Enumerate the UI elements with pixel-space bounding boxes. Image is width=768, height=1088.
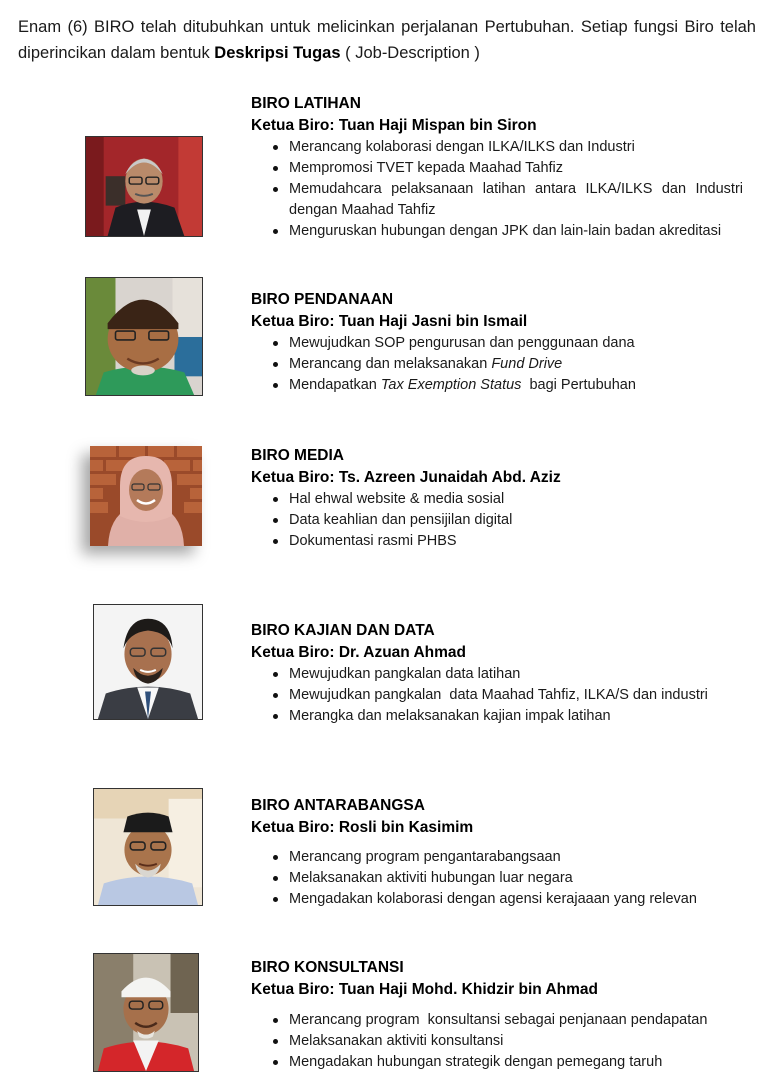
portrait-photo-icon [90,446,202,546]
portrait-photo-icon [85,136,203,237]
duty-item: Mewujudkan pangkalan data latihan [251,664,743,685]
duty-italic-text: Fund Drive [491,356,563,372]
ketua-biro: Ketua Biro: Ts. Azreen Junaidah Abd. Aziz [251,469,561,486]
duty-text: Mewujudkan SOP pengurusan dan penggunaan dana [289,335,635,351]
biro-latihan-content [251,94,743,242]
duty-list [251,333,743,396]
ketua-biro: Ketua Biro: Rosli bin Kasimim [251,819,474,836]
duty-item: Merancang program pengantarabangsaan [251,847,743,868]
duty-item: Mempromosi TVET kepada Maahad Tahfiz [251,158,743,179]
duty-list [251,137,743,242]
duty-item [251,354,743,375]
duty-text: Mendapatkan [289,377,381,393]
duty-item: Mengadakan kolaborasi dengan agensi kerajaaan yang relevan [251,889,743,910]
portrait-photo-icon [93,788,203,906]
duty-item [251,333,743,354]
duty-item: Mengadakan hubungan strategik dengan pemegang taruh [251,1052,743,1073]
duty-item: Melaksanakan aktiviti konsultansi [251,1031,743,1052]
duty-item: Memudahcara pelaksanaan latihan antara ILKA/ILKS dan Industri dengan Maahad Tahfiz [251,179,743,221]
biro-title: BIRO KAJIAN DAN DATA [251,622,435,639]
biro-title: BIRO LATIHAN [251,95,361,112]
portrait-photo-icon [85,277,203,396]
duty-text: Merancang dan melaksanakan [289,356,492,372]
duty-italic-text: Tax Exemption Status [380,377,522,393]
duty-item: Menguruskan hubungan dengan JPK dan lain-lain badan akreditasi [251,221,743,242]
duty-list [251,664,743,727]
duty-item: Merangka dan melaksanakan kajian impak latihan [251,706,743,727]
biro-media-content [251,446,743,552]
duty-item: Merancang program konsultansi sebagai penjanaan pendapatan [251,1010,743,1031]
duty-list [251,1010,743,1073]
duty-item: Hal ehwal website & media sosial [251,489,743,510]
duty-item: Dokumentasi rasmi PHBS [251,531,743,552]
duty-item: Mewujudkan pangkalan data Maahad Tahfiz, ILKA/S dan industri [251,685,743,706]
intro-text: Enam (6) BIRO telah ditubuhkan untuk melicinkan perjalanan Pertubuhan. Setiap fungsi Biro telah diperincikan dalam bentuk [18,18,756,62]
biro-title: BIRO KONSULTANSI [251,959,404,976]
intro-paragraph [18,14,756,66]
intro-bold-text: Deskripsi Tugas [214,44,341,62]
portrait-photo-icon [93,953,199,1072]
biro-title: BIRO ANTARABANGSA [251,797,425,814]
ketua-biro: Ketua Biro: Tuan Haji Jasni bin Ismail [251,313,528,330]
duty-item: Melaksanakan aktiviti hubungan luar negara [251,868,743,889]
biro-antarabangsa-content [251,796,743,910]
ketua-biro: Ketua Biro: Tuan Haji Mispan bin Siron [251,117,537,134]
duty-item: Data keahlian dan pensijilan digital [251,510,743,531]
duty-list [251,847,743,910]
ketua-biro: Ketua Biro: Dr. Azuan Ahmad [251,644,467,661]
biro-title: BIRO MEDIA [251,447,344,464]
duty-list [251,489,743,552]
duty-text-suffix: bagi Pertubuhan [521,377,636,393]
duty-item: Merancang kolaborasi dengan ILKA/ILKS dan Industri [251,137,743,158]
biro-pendanaan-content [251,290,743,396]
biro-title: BIRO PENDANAAN [251,291,394,308]
duty-item [251,375,743,396]
portrait-photo-icon [93,604,203,720]
biro-kajian-data-content [251,621,743,727]
ketua-biro: Ketua Biro: Tuan Haji Mohd. Khidzir bin Ahmad [251,981,599,998]
biro-konsultansi-content [251,958,743,1073]
intro-text-end: ( Job-Description ) [340,44,480,62]
